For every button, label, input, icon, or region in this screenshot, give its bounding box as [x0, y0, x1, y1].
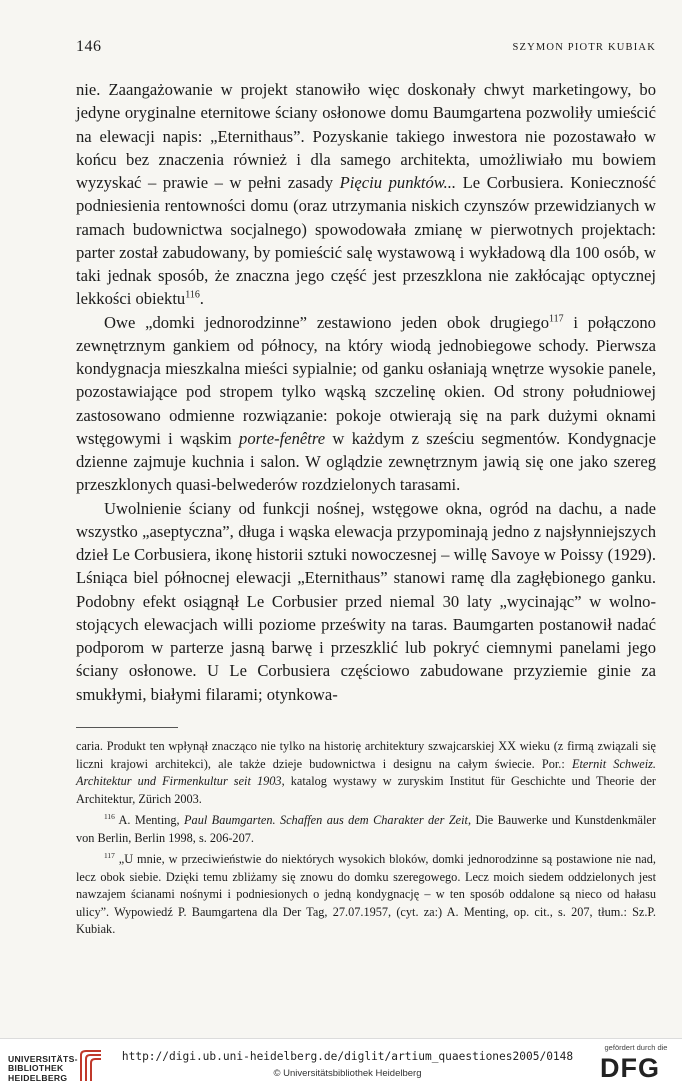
footnote-continuation: caria. Produkt ten wpłynął znacząco nie tylko na historię architektury szwajcarskiej XX wieku (z firmą związali się liczni krajowi architekci), ale także dzieje budownictwa i designu na całym świecie. Por.: Eternit Schweiz. Architektur und Firmenkultur seit 1903, katalog wystawy w zuryskim Institut für Geschichte und Theorie der Architektur, Zürich 2003.: [76, 739, 656, 806]
permalink-url[interactable]: http://digi.ub.uni-heidelberg.de/diglit/artium_quaestiones2005/0148: [121, 1050, 574, 1063]
page-header: [76, 38, 656, 60]
footnote-116: $^{116}$ A. Menting, Paul Baumgarten. Schaffen aus dem Charakter der Zeit, Die Bauwerke und Kunstdenkmäler von Berlin, Berlin 1998, s. 206-207.: [76, 811, 656, 845]
footnote-divider: [76, 727, 178, 728]
paragraph: nie. Zaangażowanie w projekt stanowiło więc doskonały chwyt marketingowy, bo jedyne oryginalne eternitowe ściany osłonowe domu Baumgartena pozwoliły umieścić na elewacji napis: „Eternithaus”. Pozyskanie takiego inwestora nie pozostawało w końcu bez znaczenia również i dla samego architekta, umożliwiało mu bowiem wyzyskać – prawie – w pełni zasady Pięciu punktów... Le Corbusiera. Konieczność podniesienia rentowności domu (oraz utrzymania niskich czynszów przewidzianych w ramach budownictwa socjalnego) spowodowała zmianę w pierwotnych projektach: parter został zabudowany, by pomieścić salę wystawową i wykładową dla 100 osób, w taki jednak sposób, że znaczna jego część jest przeszklona nie zakłócając optycznej lekkości obiektu$^{116}$.: [76, 80, 656, 309]
library-logo[interactable]: UNIVERSITÄTS- BIBLIOTHEK HEIDELBERG: [8, 1049, 108, 1083]
copyright-notice: © Universitätsbibliothek Heidelberg: [273, 1068, 422, 1079]
paragraph: Uwolnienie ściany od funkcji nośnej, wstęgowe okna, ogród na dachu, a nade wszystko „aseptyczna”, długa i wąska elewacja przypominają jedno z najsłynniejszych dzieł Le Corbusiera, ikonę historii sztuki nowoczesnej – willę Savoye w Poissy (1929). Lśniąca biel północnej elewacji „Eternithaus” stanowi ramę dla zagłębionego ganku. Podobny efekt osiągnął Le Corbusier przed niemal 30 laty „wycinając” w wolnostojących elewacjach willi poziome prześwity na taras. Baumgarten postanowił nadać podporom w parterze jasną barwę i przeszklić lub pokryć ciemnymi panelami jego ściany osłonowe. U Le Corbusiera częściowo zabudowane przyziemie ginie za smukłymi, białymi filarami; otynkowa-: [76, 498, 656, 704]
running-head: SZYMON PIOTR KUBIAK: [512, 42, 656, 53]
main-text: [76, 78, 656, 706]
dfg-logo[interactable]: gefördert durch die DFG: [600, 1043, 668, 1083]
footnotes: [76, 738, 656, 939]
footnote-117: $^{117}$ „U mnie, w przeciwieństwie do niektórych wysokich bloków, domki jednorodzinne są postawione nie nad, lecz obok siebie. Dzięki temu zbliżamy się znowu do domku szeregowego. Lecz moich siedem oddzielonych jest nawzajem ścianami nośnymi i podniesionych o jedną kondygnację – w ten sposób oddalone są nieco od hałasu ulicy”. Wypowiedź P. Baumgartena dla Der Tag, 27.07.1957, (cyt. za:) A. Menting, op. cit., s. 207, tłum.: Sz.P. Kubiak.: [76, 850, 656, 936]
footnote-ref[interactable]: 117: [549, 312, 564, 324]
footnote-ref[interactable]: 116: [185, 289, 200, 301]
page-number: 146: [76, 38, 102, 55]
footer-bar: [0, 1038, 682, 1089]
library-emblem-icon: [78, 1049, 104, 1083]
paragraph: Owe „domki jednorodzinne” zestawiono jeden obok drugiego$^{117}$ i połączono zewnętrznym gankiem od północy, na który wiodą jednobiegowe schody. Pierwsza kondygnacja mieszkalna mieści sypialnie; od ganku osłaniają wnętrze wysokie panele, pozostawiające pod stropem tylko wąską szczelinę okien. Od strony południowej zastosowano odmienne rozwiązanie: pokoje otwierają się na park dużymi oknami wstęgowymi i wąskim porte-fenêtre w każdym z sześciu segmentów. Kondygnacje dzienne zajmuje kuchnia i salon. W oglądzie zewnętrznym jawią się one jako szereg przeszklonych quasi-belwederów rozdzielonych tarasami.: [76, 312, 656, 495]
